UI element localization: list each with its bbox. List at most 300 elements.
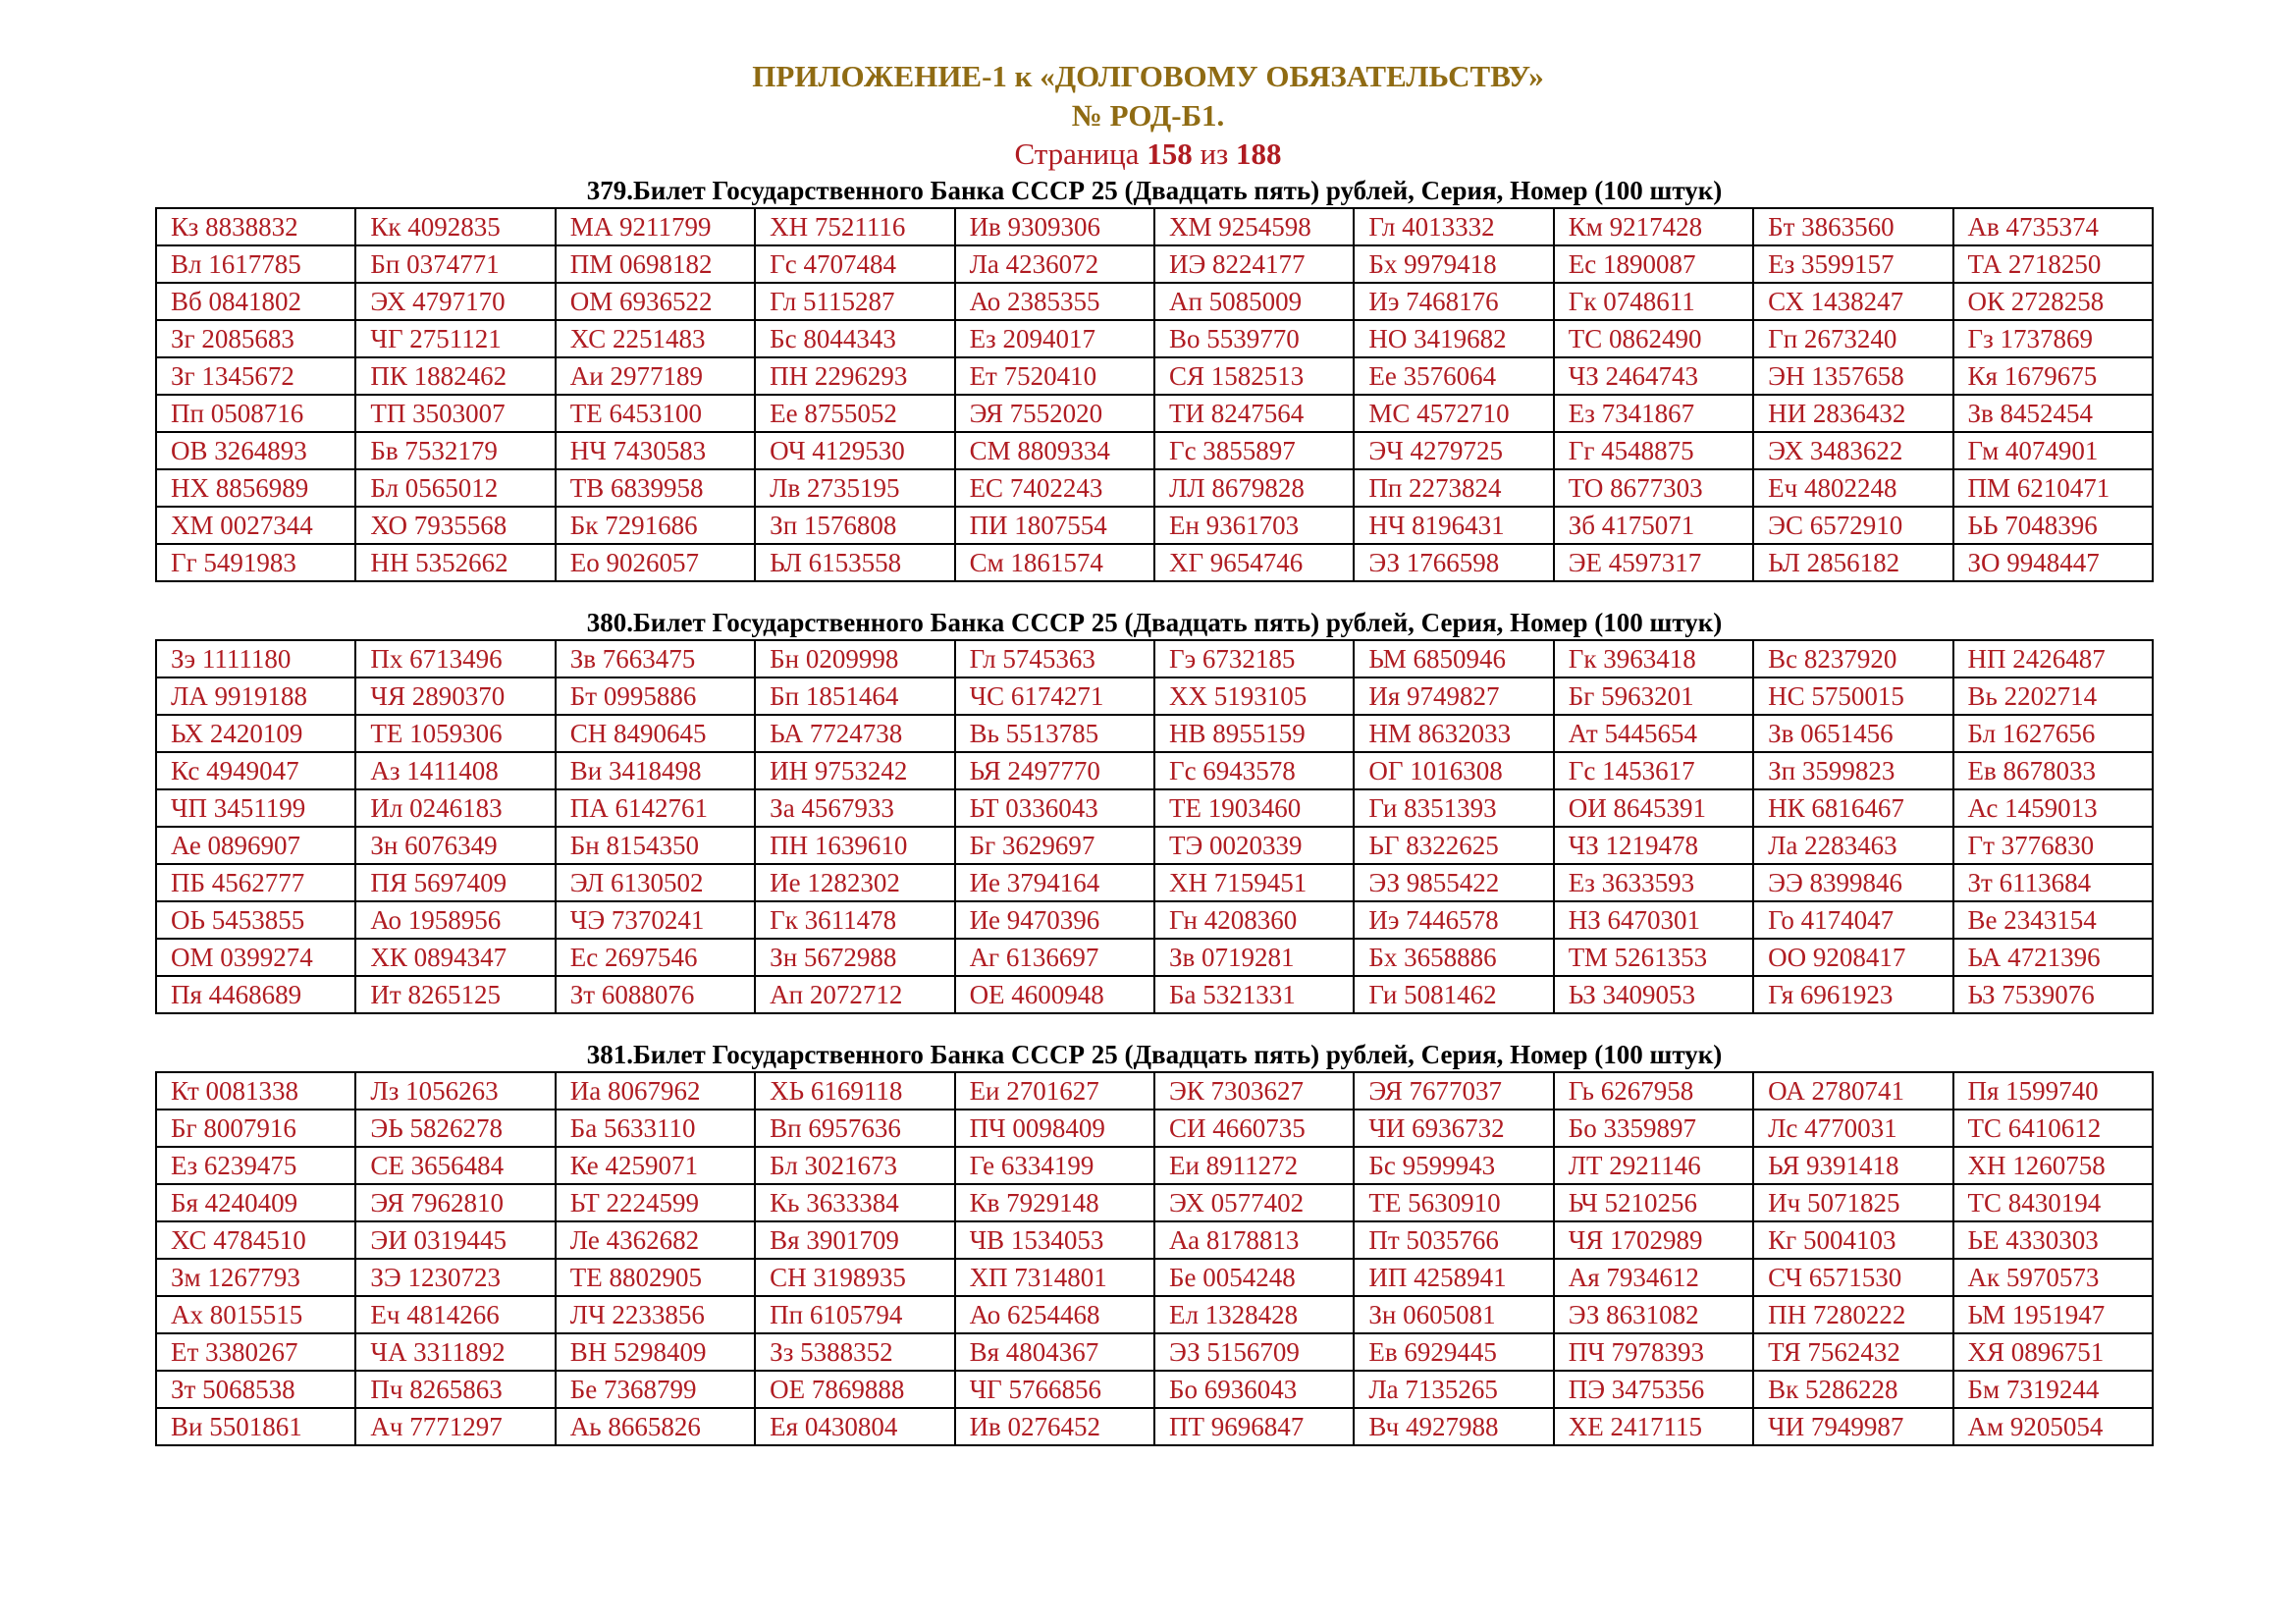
serial-number-cell: Ез 3633593 [1554,864,1753,901]
serial-number-cell: ХХ 5193105 [1154,677,1354,715]
serial-number-cell: ПЭ 3475356 [1554,1371,1753,1408]
serial-number-cell: Зн 0605081 [1354,1296,1553,1333]
serial-number-cell: Гм 4074901 [1953,432,2153,469]
serial-number-cell: ЛТ 2921146 [1554,1147,1753,1184]
serial-number-cell: Вп 6957636 [755,1110,954,1147]
document-number: № РОД-Б1. [1071,98,1225,133]
serial-number-cell: Ич 5071825 [1753,1184,1952,1221]
serial-number-cell: Бт 0995886 [556,677,755,715]
serial-number-cell: Зв 0651456 [1753,715,1952,752]
serial-number-cell: Бн 8154350 [556,827,755,864]
banknote-section [155,1038,2154,1446]
serial-number-cell: Ви 5501861 [156,1408,355,1445]
serial-number-cell: За 4567933 [755,789,954,827]
serial-number-cell: ХЯ 0896751 [1953,1333,2153,1371]
serial-number-cell: ЬЬ 7048396 [1953,507,2153,544]
serial-number-cell: ТЕ 5630910 [1354,1184,1553,1221]
serial-number-cell: Пп 0508716 [156,395,355,432]
serial-number-cell: Гл 5115287 [755,283,954,320]
serial-number-cell: Ао 6254468 [955,1296,1154,1333]
serial-number-cell: Ав 4735374 [1953,208,2153,245]
serial-number-cell: Гс 4707484 [755,245,954,283]
serial-number-cell: Зв 0719281 [1154,939,1354,976]
serial-number-cell: Бм 7319244 [1953,1371,2153,1408]
serial-number-cell: Ап 2072712 [755,976,954,1013]
serial-number-cell: Ао 1958956 [355,901,555,939]
serial-number-cell: ЛЛ 8679828 [1154,469,1354,507]
serial-number-cell: Вь 5513785 [955,715,1154,752]
serial-number-cell: ЬЯ 2497770 [955,752,1154,789]
serial-number-cell: ИП 4258941 [1354,1259,1553,1296]
serial-number-cell: Ви 3418498 [556,752,755,789]
serial-number-cell: ХН 7521116 [755,208,954,245]
serial-number-cell: Бо 6936043 [1154,1371,1354,1408]
serial-number-cell: Бс 8044343 [755,320,954,357]
serial-number-cell: Кь 3633384 [755,1184,954,1221]
serial-number-cell: ПН 7280222 [1753,1296,1952,1333]
serial-number-cell: ЗО 9948447 [1953,544,2153,581]
serial-number-cell: СХ 1438247 [1753,283,1952,320]
serial-number-cell: Бг 3629697 [955,827,1154,864]
table-row [156,1147,2153,1184]
serial-number-cell: ХО 7935568 [355,507,555,544]
serial-number-cell: Зв 7663475 [556,640,755,677]
serial-number-cell: ХК 0894347 [355,939,555,976]
serial-number-cell: Гз 1737869 [1953,320,2153,357]
serial-number-cell: ТЕ 6453100 [556,395,755,432]
serial-number-cell: Ее 8755052 [755,395,954,432]
serial-number-cell: ЭЗ 9855422 [1354,864,1553,901]
serial-number-cell: ЧИ 7949987 [1753,1408,1952,1445]
serial-number-cell: Ео 9026057 [556,544,755,581]
table-row [156,1333,2153,1371]
serial-number-cell: ТП 3503007 [355,395,555,432]
table-row [156,677,2153,715]
serial-number-cell: НН 5352662 [355,544,555,581]
serial-number-cell: ЭЧ 4279725 [1354,432,1553,469]
serial-number-cell: ХЕ 2417115 [1554,1408,1753,1445]
serial-number-cell: ЧЗ 1219478 [1554,827,1753,864]
serial-number-cell: ЭХ 4797170 [355,283,555,320]
serial-number-cell: Зм 1267793 [156,1259,355,1296]
serial-number-cell: ВН 5298409 [556,1333,755,1371]
banknote-section [155,174,2154,582]
serial-number-cell: ХМ 0027344 [156,507,355,544]
table-row [156,469,2153,507]
serial-number-cell: МС 4572710 [1354,395,1553,432]
table-row [156,1184,2153,1221]
table-row [156,715,2153,752]
serial-number-cell: Бг 8007916 [156,1110,355,1147]
serial-number-cell: Ес 2697546 [556,939,755,976]
table-row [156,357,2153,395]
table-row [156,395,2153,432]
serial-number-cell: ОЕ 7869888 [755,1371,954,1408]
serial-number-cell: ХН 1260758 [1953,1147,2153,1184]
serial-number-cell: ПК 1882462 [355,357,555,395]
serial-number-cell: Лз 1056263 [355,1072,555,1110]
serial-number-cell: ПБ 4562777 [156,864,355,901]
section-title: 379.Билет Государственного Банка СССР 25 (Двадцать пять) рублей, Серия, Номер (100 штук) [586,176,1723,205]
serial-number-cell: Гя 6961923 [1753,976,1952,1013]
serial-number-cell: Аа 8178813 [1154,1221,1354,1259]
serial-number-cell: Гк 3611478 [755,901,954,939]
serial-number-cell: Аь 8665826 [556,1408,755,1445]
serial-number-cell: ХМ 9254598 [1154,208,1354,245]
serial-number-cell: ТЕ 1059306 [355,715,555,752]
serial-number-cell: См 1861574 [955,544,1154,581]
serial-number-cell: Гэ 6732185 [1154,640,1354,677]
serial-number-cell: Ие 9470396 [955,901,1154,939]
serial-number-cell: ЬЛ 2856182 [1753,544,1952,581]
serial-number-cell: НЗ 6470301 [1554,901,1753,939]
serial-number-cell: Го 4174047 [1753,901,1952,939]
serial-number-cell: ТС 6410612 [1953,1110,2153,1147]
serial-number-cell: Ив 9309306 [955,208,1154,245]
serial-number-cell: ЭЭ 8399846 [1753,864,1952,901]
serial-number-cell: Еч 4802248 [1753,469,1952,507]
serial-number-cell: ЭЗ 1766598 [1354,544,1553,581]
section-title: 381.Билет Государственного Банка СССР 25 (Двадцать пять) рублей, Серия, Номер (100 штук) [586,1040,1723,1069]
serial-number-cell: Ел 1328428 [1154,1296,1354,1333]
serial-number-cell: ХЬ 6169118 [755,1072,954,1110]
serial-number-cell: ЭЛ 6130502 [556,864,755,901]
serial-number-cell: Лв 2735195 [755,469,954,507]
serial-number-cell: Кя 1679675 [1953,357,2153,395]
serial-number-cell: Ак 5970573 [1953,1259,2153,1296]
serial-number-cell: ЧС 6174271 [955,677,1154,715]
serial-number-cell: Зп 1576808 [755,507,954,544]
serial-number-cell: Бе 7368799 [556,1371,755,1408]
serial-number-cell: Гь 6267958 [1554,1072,1753,1110]
serial-number-cell: Ен 9361703 [1154,507,1354,544]
serial-number-cell: Ет 7520410 [955,357,1154,395]
serial-number-cell: НМ 8632033 [1354,715,1553,752]
serial-number-cell: Зв 8452454 [1953,395,2153,432]
serial-number-cell: ОИ 8645391 [1554,789,1753,827]
serial-number-cell: Вя 4804367 [955,1333,1154,1371]
serial-number-cell: Вк 5286228 [1753,1371,1952,1408]
serial-number-cell: ЭХ 0577402 [1154,1184,1354,1221]
serial-number-cell: Иэ 7446578 [1354,901,1553,939]
serial-number-cell: Пт 5035766 [1354,1221,1553,1259]
serial-number-cell: СН 8490645 [556,715,755,752]
serial-number-cell: Пп 2273824 [1354,469,1553,507]
serial-number-cell: Гс 1453617 [1554,752,1753,789]
serial-number-cell: Бо 3359897 [1554,1110,1753,1147]
serial-number-cell: Бл 0565012 [355,469,555,507]
serial-number-cell: ИЭ 8224177 [1154,245,1354,283]
serial-number-cell: ПИ 1807554 [955,507,1154,544]
serial-number-cell: Вч 4927988 [1354,1408,1553,1445]
serial-number-cell: ХС 2251483 [556,320,755,357]
serial-number-cell: ЬТ 0336043 [955,789,1154,827]
serial-number-cell: Ве 2343154 [1953,901,2153,939]
serial-number-cell: Ет 3380267 [156,1333,355,1371]
serial-number-cell: Бх 3658886 [1354,939,1553,976]
serial-number-cell: Бг 5963201 [1554,677,1753,715]
serial-number-cell: Бв 7532179 [355,432,555,469]
serial-number-cell: ОА 2780741 [1753,1072,1952,1110]
serial-number-cell: Ил 0246183 [355,789,555,827]
serial-number-cell: ЬТ 2224599 [556,1184,755,1221]
serial-number-cell: ЧЭ 7370241 [556,901,755,939]
serial-number-cell: Бл 3021673 [755,1147,954,1184]
serial-number-cell: ЭЕ 4597317 [1554,544,1753,581]
serial-number-cell: СМ 8809334 [955,432,1154,469]
serial-number-cell: ЬЯ 9391418 [1753,1147,1952,1184]
page-prefix: Страница [1014,136,1140,171]
serial-number-cell: Ла 7135265 [1354,1371,1553,1408]
serial-number-cell: Бх 9979418 [1354,245,1553,283]
serial-number-cell: ЛА 9919188 [156,677,355,715]
serial-number-cell: Пч 8265863 [355,1371,555,1408]
serial-number-cell: Ба 5633110 [556,1110,755,1147]
serial-number-cell: Ая 7934612 [1554,1259,1753,1296]
serial-number-cell: Ач 7771297 [355,1408,555,1445]
serial-number-cell: Аи 2977189 [556,357,755,395]
serial-number-cell: Ие 1282302 [755,864,954,901]
serial-number-cell: ОМ 0399274 [156,939,355,976]
serial-number-cell: Бп 0374771 [355,245,555,283]
serial-number-cell: ЧГ 5766856 [955,1371,1154,1408]
serial-number-cell: ЬГ 8322625 [1354,827,1553,864]
serial-number-cell: СЯ 1582513 [1154,357,1354,395]
serial-number-cell: Ез 6239475 [156,1147,355,1184]
serial-number-cell: Иа 8067962 [556,1072,755,1110]
serial-number-cell: Еч 4814266 [355,1296,555,1333]
serial-number-cell: Ез 7341867 [1554,395,1753,432]
serial-number-cell: Ам 9205054 [1953,1408,2153,1445]
serial-number-cell: Ге 6334199 [955,1147,1154,1184]
serial-number-cell: Ае 0896907 [156,827,355,864]
serial-number-cell: ЬЗ 3409053 [1554,976,1753,1013]
serial-number-cell: ПТ 9696847 [1154,1408,1354,1445]
table-row [156,1259,2153,1296]
serial-number-cell: ЧА 3311892 [355,1333,555,1371]
serial-number-cell: НО 3419682 [1354,320,1553,357]
serial-number-cell: ТО 8677303 [1554,469,1753,507]
serial-number-cell: Кс 4949047 [156,752,355,789]
serial-number-cell: ТС 0862490 [1554,320,1753,357]
serial-number-cell: ОВ 3264893 [156,432,355,469]
serial-number-cell: Вь 2202714 [1953,677,2153,715]
serial-number-cell: ПЯ 5697409 [355,864,555,901]
serial-number-cell: ПЧ 7978393 [1554,1333,1753,1371]
table-row [156,1296,2153,1333]
serial-number-cell: ЧП 3451199 [156,789,355,827]
serial-number-cell: Гк 0748611 [1554,283,1753,320]
serial-number-cell: ЬА 7724738 [755,715,954,752]
serial-number-cell: ТА 2718250 [1953,245,2153,283]
serial-number-cell: НИ 2836432 [1753,395,1952,432]
serial-number-cell: ЭС 6572910 [1753,507,1952,544]
serial-number-cell: Ао 2385355 [955,283,1154,320]
serial-number-cell: Вл 1617785 [156,245,355,283]
serial-number-cell: ЬЗ 7539076 [1953,976,2153,1013]
serial-number-cell: Гг 4548875 [1554,432,1753,469]
table-row [156,1072,2153,1110]
serial-number-cell: ЧИ 6936732 [1354,1110,1553,1147]
serial-number-cell: НЧ 7430583 [556,432,755,469]
serial-number-cell: ЧЗ 2464743 [1554,357,1753,395]
serial-number-cell: Еи 2701627 [955,1072,1154,1110]
serial-number-cell: Ев 8678033 [1953,752,2153,789]
serial-number-cell: ЬЧ 5210256 [1554,1184,1753,1221]
serial-number-cell: Пх 6713496 [355,640,555,677]
table-row [156,1221,2153,1259]
serial-number-cell: ЧЯ 2890370 [355,677,555,715]
serial-number-cell: Гг 5491983 [156,544,355,581]
table-row [156,432,2153,469]
serial-number-cell: Зп 3599823 [1753,752,1952,789]
serial-number-cell: Кз 8838832 [156,208,355,245]
serial-number-cell: НС 5750015 [1753,677,1952,715]
serial-number-cell: Ея 0430804 [755,1408,954,1445]
serial-number-cell: Гн 4208360 [1154,901,1354,939]
serial-number-cell: ЭЯ 7677037 [1354,1072,1553,1110]
serial-number-cell: Зг 2085683 [156,320,355,357]
serial-number-cell: ПЧ 0098409 [955,1110,1154,1147]
serial-number-cell: Гс 3855897 [1154,432,1354,469]
serial-number-cell: Аг 6136697 [955,939,1154,976]
serial-number-cell: ХН 7159451 [1154,864,1354,901]
serial-number-cell: Бк 7291686 [556,507,755,544]
serial-number-cell: Гл 5745363 [955,640,1154,677]
serial-number-cell: Ит 8265125 [355,976,555,1013]
serial-number-cell: ТВ 6839958 [556,469,755,507]
serial-table [155,639,2154,1014]
serial-number-cell: Бл 1627656 [1953,715,2153,752]
serial-number-cell: ЧГ 2751121 [355,320,555,357]
serial-number-cell: Гт 3776830 [1953,827,2153,864]
serial-number-cell: Еи 8911272 [1154,1147,1354,1184]
table-row [156,976,2153,1013]
serial-number-cell: Ив 0276452 [955,1408,1154,1445]
serial-number-cell: Пя 1599740 [1953,1072,2153,1110]
serial-number-cell: ОО 9208417 [1753,939,1952,976]
serial-number-cell: ХС 4784510 [156,1221,355,1259]
serial-number-cell: ЭЯ 7962810 [355,1184,555,1221]
document-title: ПРИЛОЖЕНИЕ-1 к «ДОЛГОВОМУ ОБЯЗАТЕЛЬСТВУ» [752,59,1544,93]
serial-number-cell: Ги 8351393 [1354,789,1553,827]
serial-number-cell: ТМ 5261353 [1554,939,1753,976]
serial-number-cell: Гс 6943578 [1154,752,1354,789]
serial-number-cell: Лс 4770031 [1753,1110,1952,1147]
table-row [156,283,2153,320]
serial-number-cell: ЬА 4721396 [1953,939,2153,976]
serial-number-cell: ТЯ 7562432 [1753,1333,1952,1371]
table-row [156,507,2153,544]
serial-number-cell: Зэ 1111180 [156,640,355,677]
section-title: 380.Билет Государственного Банка СССР 25 (Двадцать пять) рублей, Серия, Номер (100 штук) [586,608,1723,637]
serial-number-cell: Зб 4175071 [1554,507,1753,544]
serial-number-cell: Зг 1345672 [156,357,355,395]
serial-number-cell: ТИ 8247564 [1154,395,1354,432]
serial-number-cell: ОГ 1016308 [1354,752,1553,789]
serial-number-cell: Ас 1459013 [1953,789,2153,827]
serial-number-cell: Вя 3901709 [755,1221,954,1259]
serial-table [155,1071,2154,1446]
serial-number-cell: Бт 3863560 [1753,208,1952,245]
table-row [156,320,2153,357]
serial-number-cell: Во 5539770 [1154,320,1354,357]
serial-number-cell: Пп 6105794 [755,1296,954,1333]
serial-number-cell: ЭК 7303627 [1154,1072,1354,1110]
serial-number-cell: Зт 6088076 [556,976,755,1013]
serial-number-cell: Зт 6113684 [1953,864,2153,901]
serial-number-cell: Бп 1851464 [755,677,954,715]
table-row [156,208,2153,245]
table-row [156,864,2153,901]
table-row [156,544,2153,581]
serial-number-cell: Ба 5321331 [1154,976,1354,1013]
serial-number-cell: Ат 5445654 [1554,715,1753,752]
serial-number-cell: Ла 4236072 [955,245,1154,283]
serial-number-cell: СЧ 6571530 [1753,1259,1952,1296]
serial-number-cell: Бя 4240409 [156,1184,355,1221]
serial-number-cell: Пя 4468689 [156,976,355,1013]
serial-number-cell: Кг 5004103 [1753,1221,1952,1259]
serial-number-cell: ИН 9753242 [755,752,954,789]
table-row [156,1371,2153,1408]
serial-number-cell: Ап 5085009 [1154,283,1354,320]
serial-number-cell: Гп 2673240 [1753,320,1952,357]
page-separator: из [1200,136,1229,171]
serial-number-cell: Зн 5672988 [755,939,954,976]
table-row [156,789,2153,827]
serial-number-cell: Ги 5081462 [1354,976,1553,1013]
serial-number-cell: ЬЕ 4330303 [1953,1221,2153,1259]
serial-number-cell: НХ 8856989 [156,469,355,507]
serial-number-cell: СИ 4660735 [1154,1110,1354,1147]
serial-number-cell: Кв 7929148 [955,1184,1154,1221]
table-row [156,939,2153,976]
serial-number-cell: Ах 8015515 [156,1296,355,1333]
serial-number-cell: ЕС 7402243 [955,469,1154,507]
serial-number-cell: Вб 0841802 [156,283,355,320]
serial-number-cell: Аз 1411408 [355,752,555,789]
serial-number-cell: Гл 4013332 [1354,208,1553,245]
table-row [156,901,2153,939]
serial-number-cell: Кт 0081338 [156,1072,355,1110]
serial-number-cell: ЧЯ 1702989 [1554,1221,1753,1259]
serial-number-cell: ЬМ 1951947 [1953,1296,2153,1333]
serial-number-cell: Ла 2283463 [1753,827,1952,864]
serial-number-cell: Ке 4259071 [556,1147,755,1184]
serial-number-cell: ТЭ 0020339 [1154,827,1354,864]
serial-number-cell: ОК 2728258 [1953,283,2153,320]
serial-number-cell: ЭЗ 8631082 [1554,1296,1753,1333]
serial-number-cell: Ез 2094017 [955,320,1154,357]
serial-number-cell: ЧВ 1534053 [955,1221,1154,1259]
serial-number-cell: Иэ 7468176 [1354,283,1553,320]
table-row [156,827,2153,864]
serial-number-cell: ЭИ 0319445 [355,1221,555,1259]
table-row [156,1408,2153,1445]
serial-number-cell: Км 9217428 [1554,208,1753,245]
serial-number-cell: ОМ 6936522 [556,283,755,320]
serial-number-cell: Зн 6076349 [355,827,555,864]
serial-number-cell: НЧ 8196431 [1354,507,1553,544]
serial-number-cell: ЭН 1357658 [1753,357,1952,395]
serial-number-cell: Вс 8237920 [1753,640,1952,677]
serial-number-cell: ХГ 9654746 [1154,544,1354,581]
serial-number-cell: ХП 7314801 [955,1259,1154,1296]
serial-number-cell: ПА 6142761 [556,789,755,827]
serial-number-cell: ЭЬ 5826278 [355,1110,555,1147]
serial-number-cell: Зз 5388352 [755,1333,954,1371]
